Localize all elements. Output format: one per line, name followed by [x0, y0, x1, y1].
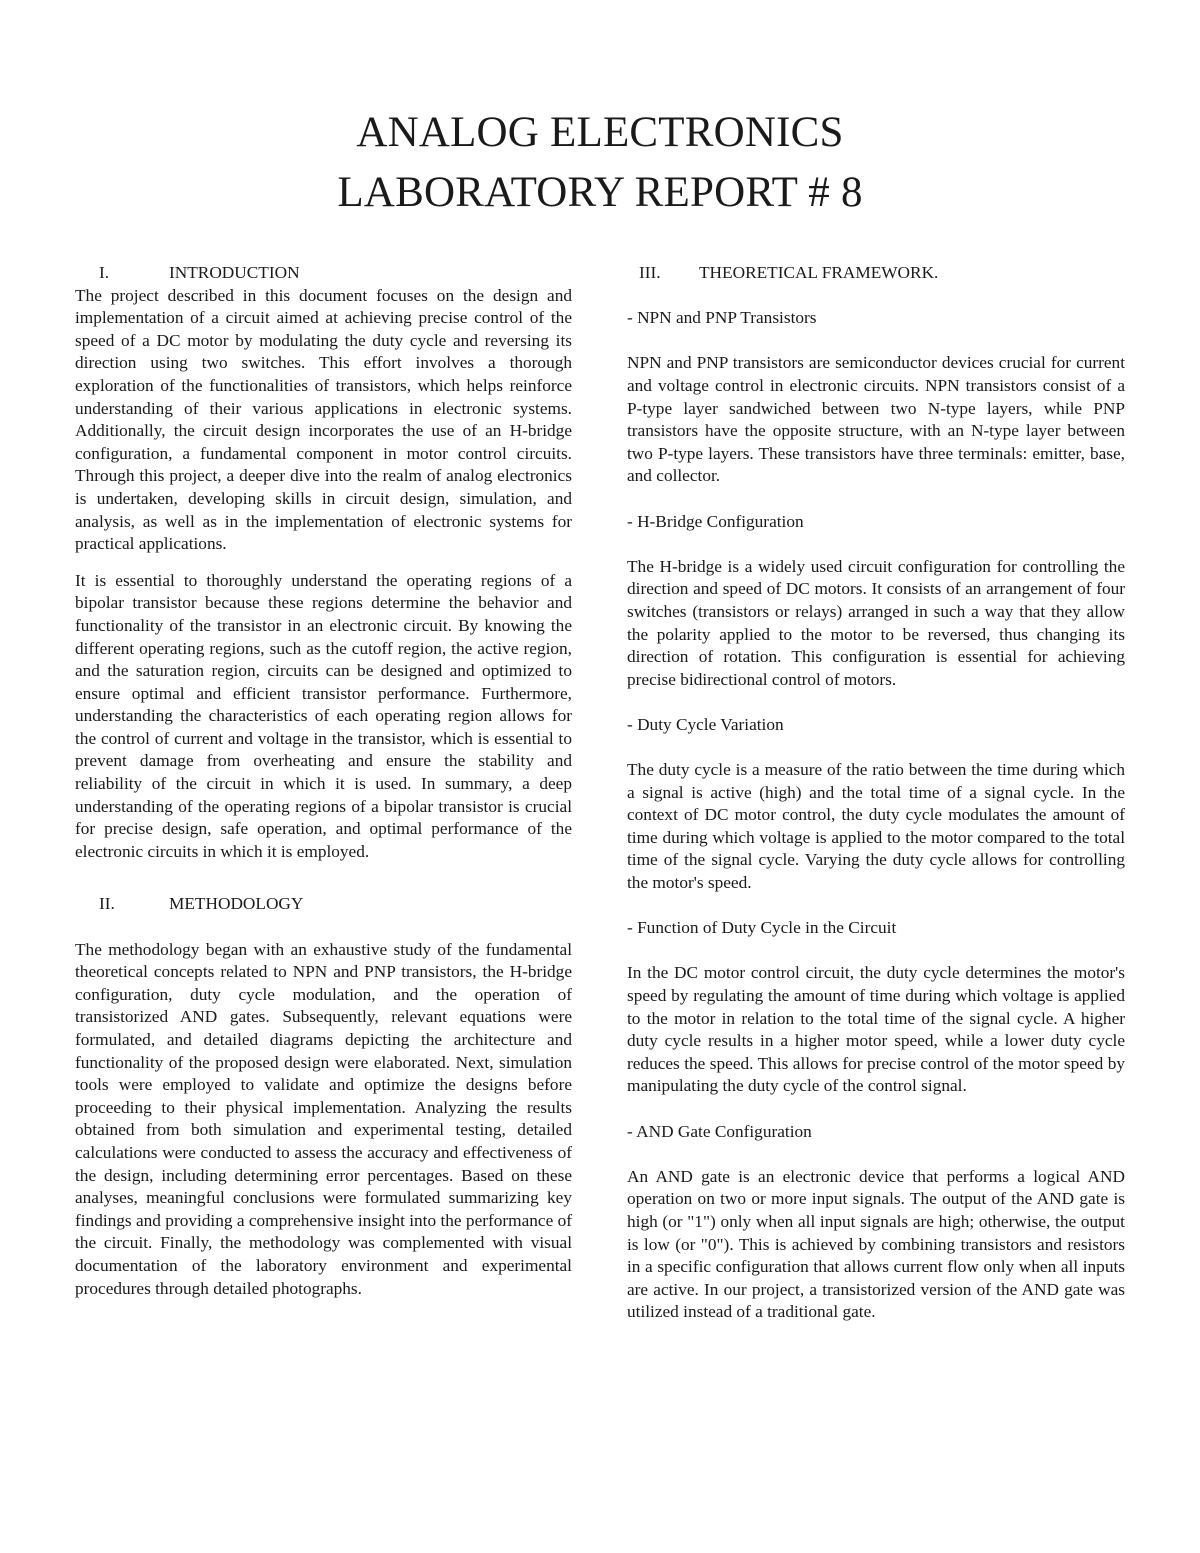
title-line-1: ANALOG ELECTRONICS [356, 109, 844, 156]
duty-function-paragraph: In the DC motor control circuit, the duty cycle determines the motor's speed by regulating the amount of time during which voltage is applied to the motor in relation to the total time of the signal cycle. A higher duty cycle results in a higher motor speed, while a lower duty cycle reduces the speed. This allows for precise control of the motor speed by manipulating the duty cycle of the control signal. [627, 963, 1125, 1096]
methodology-title: METHODOLOGY [169, 894, 304, 914]
hbridge-subheading: - H-Bridge Configuration [627, 511, 804, 531]
hbridge-paragraph: The H-bridge is a widely used circuit configuration for controlling the direction and speed of DC motors. It consists of an arrangement of four switches (transistors or relays) arranged in such a way that they allow the polarity applied to the motor to be reversed, thus changing its direction of rotation. This configuration is essential for achieving precise bidirectional control of motors. [627, 556, 1125, 689]
spacer [627, 691, 1125, 714]
spacer [627, 330, 1125, 353]
spacer [75, 556, 572, 570]
title-line-2: LABORATORY REPORT # 8 [337, 169, 863, 216]
duty-cycle-paragraph: The duty cycle is a measure of the ratio between the time during which a signal is active (high) and the total time of a signal cycle. In the context of DC motor control, the duty cycle modulates the amount of time during which voltage is applied to the motor compared to the total time of the signal cycle. Varying the duty cycle allows for controlling the motor's speed. [627, 760, 1125, 893]
right-column [627, 262, 1125, 1324]
spacer [75, 863, 572, 893]
introduction-heading [75, 262, 572, 285]
spacer [627, 940, 1125, 963]
theory-number: III. [639, 263, 661, 282]
npn-subheading: - NPN and PNP Transistors [627, 308, 817, 328]
and-gate-subheading: - AND Gate Configuration [627, 1121, 812, 1141]
spacer [627, 736, 1125, 759]
theory-heading [627, 262, 1125, 285]
theory-title: THEORETICAL FRAMEWORK. [699, 263, 939, 282]
spacer [627, 895, 1125, 918]
spacer [627, 285, 1125, 308]
spacer [627, 1098, 1125, 1121]
page-title [0, 103, 1200, 223]
and-gate-paragraph: An AND gate is an electronic device that performs a logical AND operation on two or more input signals. The output of the AND gate is high (or "1") only when all input signals are high; otherwise, the output is low (or "0"). This is achieved by combining transistors and resistors in a specific configuration that allows current flow only when all inputs are active. In our project, a transistorized version of the AND gate was utilized instead of a traditional gate. [627, 1166, 1125, 1322]
duty-function-subheading: - Function of Duty Cycle in the Circuit [627, 918, 897, 938]
spacer [627, 488, 1125, 511]
npn-paragraph: NPN and PNP transistors are semiconductor devices crucial for current and voltage control in electronic circuits. NPN transistors consist of a P-type layer sandwiched between two N-type layers, while PNP transistors have the opposite structure, with an N-type layer between two P-type layers. These transistors have three terminals: emitter, base, and collector. [627, 353, 1125, 486]
methodology-heading [75, 893, 572, 916]
spacer [627, 1143, 1125, 1166]
introduction-title: INTRODUCTION [169, 263, 300, 282]
methodology-paragraph: The methodology began with an exhaustive study of the fundamental theoretical concepts related to NPN and PNP transistors, the H-bridge configuration, duty cycle modulation, and the operation of transistorized AND gates. Subsequently, relevant equations were formulated, and detailed diagrams depicting the architecture and functionality of the proposed design were elaborated. Next, simulation tools were employed to validate and optimize the designs before proceeding to their physical implementation. Analyzing the results obtained from both simulation and experimental testing, detailed calculations were conducted to assess the accuracy and effectiveness of the design, including determining error percentages. Based on these analyses, meaningful conclusions were formulated summarizing key findings and providing a comprehensive insight into the performance of the circuit. Finally, the methodology was complemented with visual documentation of the laboratory environment and experimental procedures through detailed photographs. [75, 939, 572, 1298]
introduction-number: I. [99, 263, 110, 282]
left-column [75, 262, 572, 1300]
spacer [627, 533, 1125, 556]
spacer [75, 916, 572, 939]
duty-cycle-subheading: - Duty Cycle Variation [627, 714, 784, 734]
introduction-paragraph-2: It is essential to thoroughly understand the operating regions of a bipolar transistor because these regions determine the behavior and functionality of the transistor in an electronic circuit. By knowing the different operating regions, such as the cutoff region, the active region, and the saturation region, circuits can be designed and optimized to ensure optimal and efficient transistor performance. Furthermore, understanding the characteristics of each operating region allows for the control of current and voltage in the transistor, which is essential to prevent damage from overheating and ensure the stability and reliability of the circuit in which it is used. In summary, a deep understanding of the operating regions of a bipolar transistor is crucial for precise design, safe operation, and optimal performance of the electronic circuits in which it is employed. [75, 570, 572, 861]
introduction-paragraph-1: The project described in this document focuses on the design and implementation of a circuit aimed at achieving precise control of the speed of a DC motor by modulating the duty cycle and reversing its direction using two switches. This effort involves a thorough exploration of the functionalities of transistors, which helps reinforce understanding of their various applications in electronic systems. Additionally, the circuit design incorporates the use of an H-bridge configuration, a fundamental component in motor control circuits. Through this project, a deeper dive into the realm of analog electronics is undertaken, developing skills in circuit design, simulation, and analysis, as well as in the implementation of electronic systems for practical applications. [75, 285, 572, 554]
methodology-number: II. [99, 894, 115, 914]
